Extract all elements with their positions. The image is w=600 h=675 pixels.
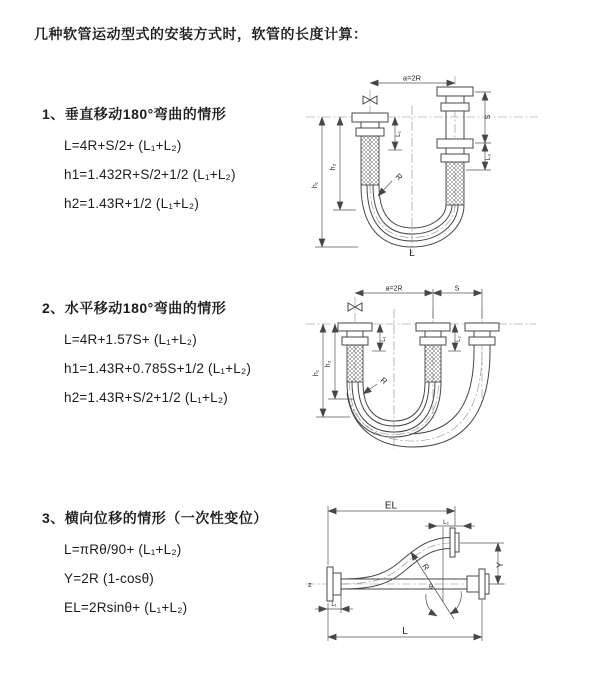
section-1-heading: 1、垂直移动180°弯曲的情形 <box>42 106 227 122</box>
flange-right <box>437 87 473 205</box>
label-l1: L₁ <box>381 336 387 342</box>
braided-hose-left <box>361 136 379 185</box>
formula-h1: h1=1.43R+0.785S+1/2 (L₁+L₂) <box>64 361 252 376</box>
flange-left <box>352 113 388 185</box>
dim-l1 <box>388 117 402 150</box>
section-2 <box>42 298 307 405</box>
label-el: EL <box>384 500 398 512</box>
label-y: Y <box>495 561 505 569</box>
dim-l <box>328 600 482 641</box>
label-a2r: a=2R <box>385 285 403 293</box>
formula-el: EL=2Rsinθ+ (L₁+L₂) <box>64 600 188 615</box>
page-title: 几种软管运动型式的安装方式时，软管的长度计算： <box>34 26 368 42</box>
label-l2: L₂ <box>443 520 449 526</box>
label-r: R <box>393 171 404 183</box>
dim-a2r <box>355 286 482 320</box>
label-a2r: a=2R <box>402 73 422 83</box>
section-1 <box>42 104 307 211</box>
label-l1: L₁ <box>331 602 337 608</box>
radius-leader <box>363 376 389 394</box>
flange-left <box>327 567 341 601</box>
formula-h1: h1=1.432R+S/2+1/2 (L₁+L₂) <box>64 167 236 182</box>
label-theta: θ <box>429 584 433 591</box>
section-3 <box>42 508 307 615</box>
formula-l: L=πRθ/90+ (L₁+L₂) <box>64 542 182 557</box>
dim-el <box>328 501 455 566</box>
dim-l1 <box>372 324 387 351</box>
centerlines <box>306 297 536 449</box>
braided-hose-middle <box>425 345 441 382</box>
hose-u-bend-displaced <box>347 351 490 447</box>
label-h1: h₁ <box>312 181 319 189</box>
label-h2: h₂ <box>325 360 332 368</box>
diagram-vertical-180-bend <box>300 70 592 258</box>
label-s: S <box>454 285 460 293</box>
dim-h1 <box>312 117 358 247</box>
formula-l: L=4R+S/2+ (L₁+L₂) <box>64 138 182 153</box>
label-h2: h₂ <box>330 163 337 171</box>
radius-leader <box>378 172 404 196</box>
pipe-displaced <box>341 528 459 589</box>
dim-s <box>433 286 482 294</box>
section-2-heading: 2、水平移动180°弯曲的情形 <box>42 300 227 316</box>
formula-h2: h2=1.43R+1/2 (L₁+L₂) <box>64 196 200 211</box>
formula-h2: h2=1.43R+S/2+1/2 (L₁+L₂) <box>64 390 228 405</box>
braided-hose-left <box>347 345 363 382</box>
dim-l1 <box>315 593 353 613</box>
label-l2: L₂ <box>456 336 462 342</box>
label-s: S <box>485 114 492 120</box>
label-h1: h₁ <box>313 369 320 377</box>
centerline-break-mark: z <box>308 582 312 589</box>
flange-middle <box>416 323 450 382</box>
label-l-total: L <box>409 248 415 258</box>
label-l2: L₂ <box>485 153 492 161</box>
label-r: R <box>420 562 432 572</box>
flange-left <box>338 323 372 382</box>
diagram-horizontal-180-bend <box>300 281 592 453</box>
formula-y: Y=2R (1-cosθ) <box>64 571 155 586</box>
label-l1: L₁ <box>395 131 402 137</box>
diagram-lateral-displacement <box>298 497 595 655</box>
label-r: R <box>378 375 389 387</box>
dim-a2r <box>370 74 455 84</box>
dim-l2 <box>425 520 475 526</box>
formula-l: L=4R+1.57S+ (L₁+L₂) <box>64 332 197 347</box>
braided-hose-right <box>446 162 464 205</box>
section-3-heading: 3、横向位移的情形（一次性变位） <box>42 510 268 526</box>
dim-h2 <box>330 117 356 210</box>
dim-l2 <box>485 143 492 170</box>
label-l-total: L <box>402 626 408 637</box>
